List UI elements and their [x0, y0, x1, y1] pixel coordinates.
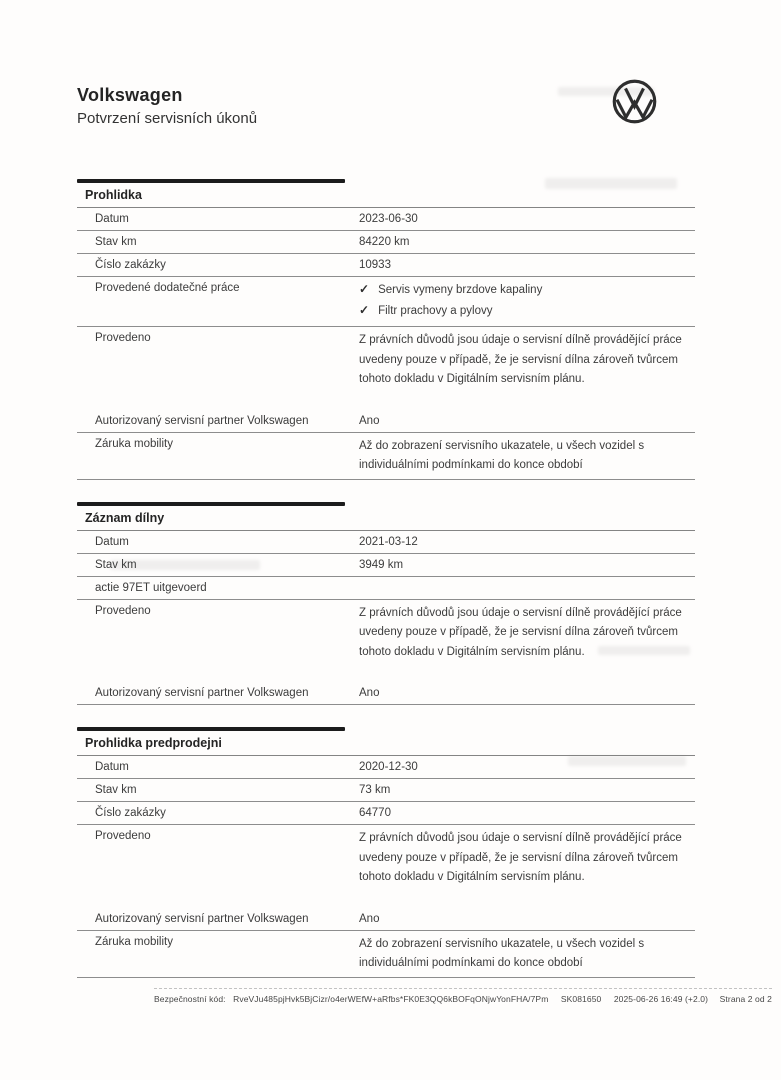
row-label: Provedeno — [95, 830, 151, 842]
row-label: Provedeno — [95, 604, 151, 617]
row-value: 2023-06-30 — [359, 213, 418, 225]
row-label: Stav km — [95, 784, 137, 796]
brand-title: Volkswagen — [77, 85, 183, 105]
section-title: Záznam dílny — [85, 510, 165, 525]
row-value — [357, 281, 689, 323]
table-row — [77, 756, 695, 779]
check-icon: ✓ — [359, 282, 370, 296]
table-row — [77, 208, 695, 231]
document-footer — [154, 988, 772, 1004]
row-value: 2020-12-30 — [359, 761, 418, 773]
table-row — [77, 231, 695, 254]
row-value: Ano — [359, 912, 380, 925]
section-title: Prohlidka — [85, 188, 142, 202]
service-section — [77, 502, 695, 706]
row-value: 64770 — [359, 807, 391, 819]
row-value: Z právních důvodů jsou údaje o servisní dílně provádějící práce uvedeny pouze v případě, že je servisní dílna zároveň tvůrcem tohoto dokladu v Digitálním servisním plánu. — [359, 334, 682, 385]
row-label: Záruka mobility — [95, 437, 173, 450]
security-code-line — [154, 994, 718, 1004]
document-ref: SK081650 — [560, 994, 602, 1004]
checklist-item — [359, 281, 689, 302]
service-section — [77, 179, 695, 480]
table-row — [77, 779, 695, 802]
row-label: Stav km — [95, 236, 137, 248]
table-row — [77, 931, 695, 978]
document-timestamp: 2025-06-26 16:49 (+2.0) — [613, 994, 709, 1004]
row-value: Ano — [359, 414, 380, 427]
page-indicator: Strana 2 od 2 — [719, 994, 772, 1004]
table-row — [77, 327, 695, 393]
table-row — [77, 531, 695, 554]
row-value: 73 km — [359, 784, 391, 796]
row-label: actie 97ET uitgevoerd — [95, 581, 207, 594]
row-value: Až do zobrazení servisního ukazatele, u všech vozidel s individuálními podmínkami do konce období — [359, 937, 645, 969]
check-icon: ✓ — [359, 303, 370, 317]
table-row — [77, 682, 695, 705]
checklist-item-label: Servis vymeny brzdove kapaliny — [378, 284, 543, 296]
checklist-item-label: Filtr prachovy a pylovy — [378, 305, 493, 317]
table-row — [77, 554, 695, 577]
row-label: Datum — [95, 761, 129, 773]
row-value: 10933 — [359, 259, 391, 271]
row-value: Ano — [359, 687, 380, 699]
sections-container — [77, 179, 695, 978]
table-row — [77, 277, 695, 327]
service-section — [77, 727, 695, 978]
row-label: Stav km — [95, 558, 137, 571]
row-value: Z právních důvodů jsou údaje o servisní dílně provádějící práce uvedeny pouze v případě, že je servisní dílna zároveň tvůrcem tohoto dokladu v Digitálním servisním plánu. — [359, 606, 682, 658]
row-value: 3949 km — [359, 558, 404, 571]
document-content — [77, 0, 772, 1004]
section-rule — [77, 530, 695, 531]
table-row — [77, 410, 695, 433]
row-label: Provedeno — [95, 332, 151, 344]
document-subtitle: Potvrzení servisních úkonů — [77, 110, 258, 127]
table-row — [77, 908, 695, 931]
section-rule — [77, 755, 695, 756]
section-rule — [77, 207, 695, 208]
section-title: Prohlidka predprodejni — [85, 736, 222, 750]
row-label: Autorizovaný servisní partner Volkswagen — [95, 687, 309, 699]
security-code-value: RveVJu485pjHvk5BjCizr/o4erWEfW+aRfbs*FK0E3QQ6kBOFqONjwYonFHA/7Pm — [233, 994, 549, 1004]
table-row — [77, 802, 695, 825]
row-label: Záruka mobility — [95, 935, 173, 948]
row-value: Z právních důvodů jsou údaje o servisní dílně provádějící práce uvedeny pouze v případě, že je servisní dílna zároveň tvůrcem tohoto dokladu v Digitálním servisním plánu. — [359, 832, 682, 883]
table-row — [77, 577, 695, 600]
document-header — [77, 84, 695, 129]
table-row — [77, 433, 695, 480]
checklist-item — [359, 302, 689, 323]
row-value: 84220 km — [359, 236, 410, 248]
row-label: Datum — [95, 535, 129, 548]
row-label: Číslo zakázky — [95, 259, 166, 271]
row-value: 2021-03-12 — [359, 535, 418, 548]
row-value: Až do zobrazení servisního ukazatele, u všech vozidel s individuálními podmínkami do konce období — [359, 439, 645, 471]
row-label: Autorizovaný servisní partner Volkswagen — [95, 912, 309, 925]
row-label: Autorizovaný servisní partner Volkswagen — [95, 414, 309, 427]
table-row — [77, 254, 695, 277]
table-row — [77, 825, 695, 891]
table-row — [77, 600, 695, 666]
row-label: Datum — [95, 213, 129, 225]
security-code-label: Bezpečnostní kód: — [154, 994, 226, 1004]
row-label: Provedené dodatečné práce — [95, 282, 240, 294]
row-label: Číslo zakázky — [95, 807, 166, 819]
